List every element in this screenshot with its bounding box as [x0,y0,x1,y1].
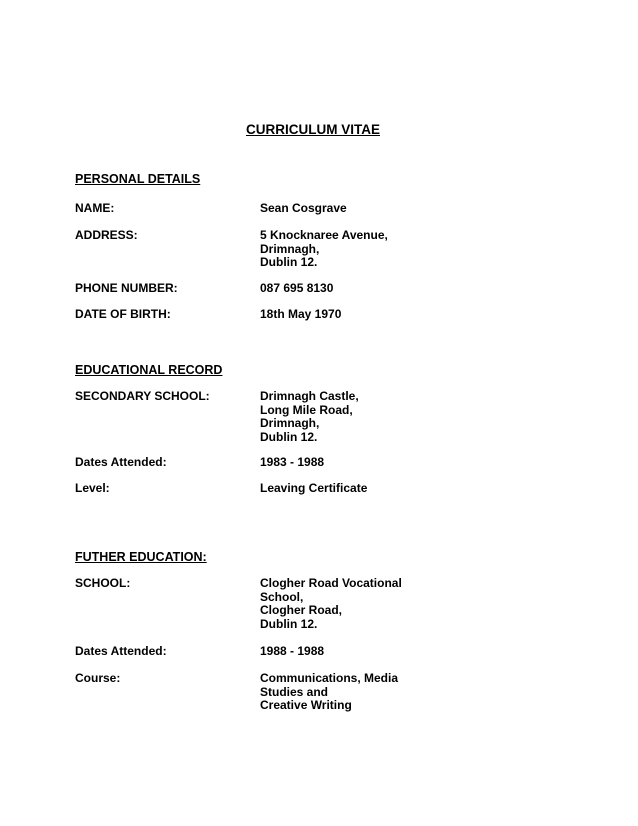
school-line: Dublin 12. [260,616,318,631]
course-label: Course: [75,671,121,685]
course-value [260,672,398,713]
secondary-school-label: SECONDARY SCHOOL: [75,389,210,403]
dob-value: 18th May 1970 [260,307,342,321]
personal-details-heading: PERSONAL DETAILS [75,172,201,186]
address-line: 5 Knocknaree Avenue, [260,228,388,242]
school-line: Clogher Road Vocational [260,576,402,590]
school-line: Clogher Road, [260,603,343,618]
course-line: Communications, Media [260,671,399,685]
phone-label: PHONE NUMBER: [75,281,178,295]
dates-attended-label: Dates Attended: [75,455,167,469]
document-title: CURRICULUM VITAE [246,122,380,137]
level-label: Level: [75,481,110,495]
educational-record-heading: EDUCATIONAL RECORD [75,363,223,377]
further-education-heading: FUTHER EDUCATION: [75,550,207,564]
phone-value: 087 695 8130 [260,281,334,295]
school-line: Dublin 12. [260,429,318,444]
school-line: School, [260,589,304,604]
school-line: Long Mile Road, [260,402,353,417]
course-line: Creative Writing [260,698,352,713]
further-dates-attended-value: 1988 - 1988 [260,644,325,658]
dates-attended-value: 1983 - 1988 [260,455,325,469]
further-school-label: SCHOOL: [75,576,131,590]
level-value: Leaving Certificate [260,481,368,495]
further-dates-attended-label: Dates Attended: [75,644,167,658]
school-line: Drimnagh Castle, [260,389,359,403]
further-school-value [260,577,402,631]
address-line: Drimnagh, [260,241,320,256]
address-label: ADDRESS: [75,228,138,242]
secondary-school-value [260,390,359,444]
name-label: NAME: [75,201,115,215]
dob-label: DATE OF BIRTH: [75,307,171,321]
course-line: Studies and [260,684,329,699]
name-value: Sean Cosgrave [260,201,347,215]
address-value [260,229,388,270]
school-line: Drimnagh, [260,416,320,431]
address-line: Dublin 12. [260,255,318,270]
